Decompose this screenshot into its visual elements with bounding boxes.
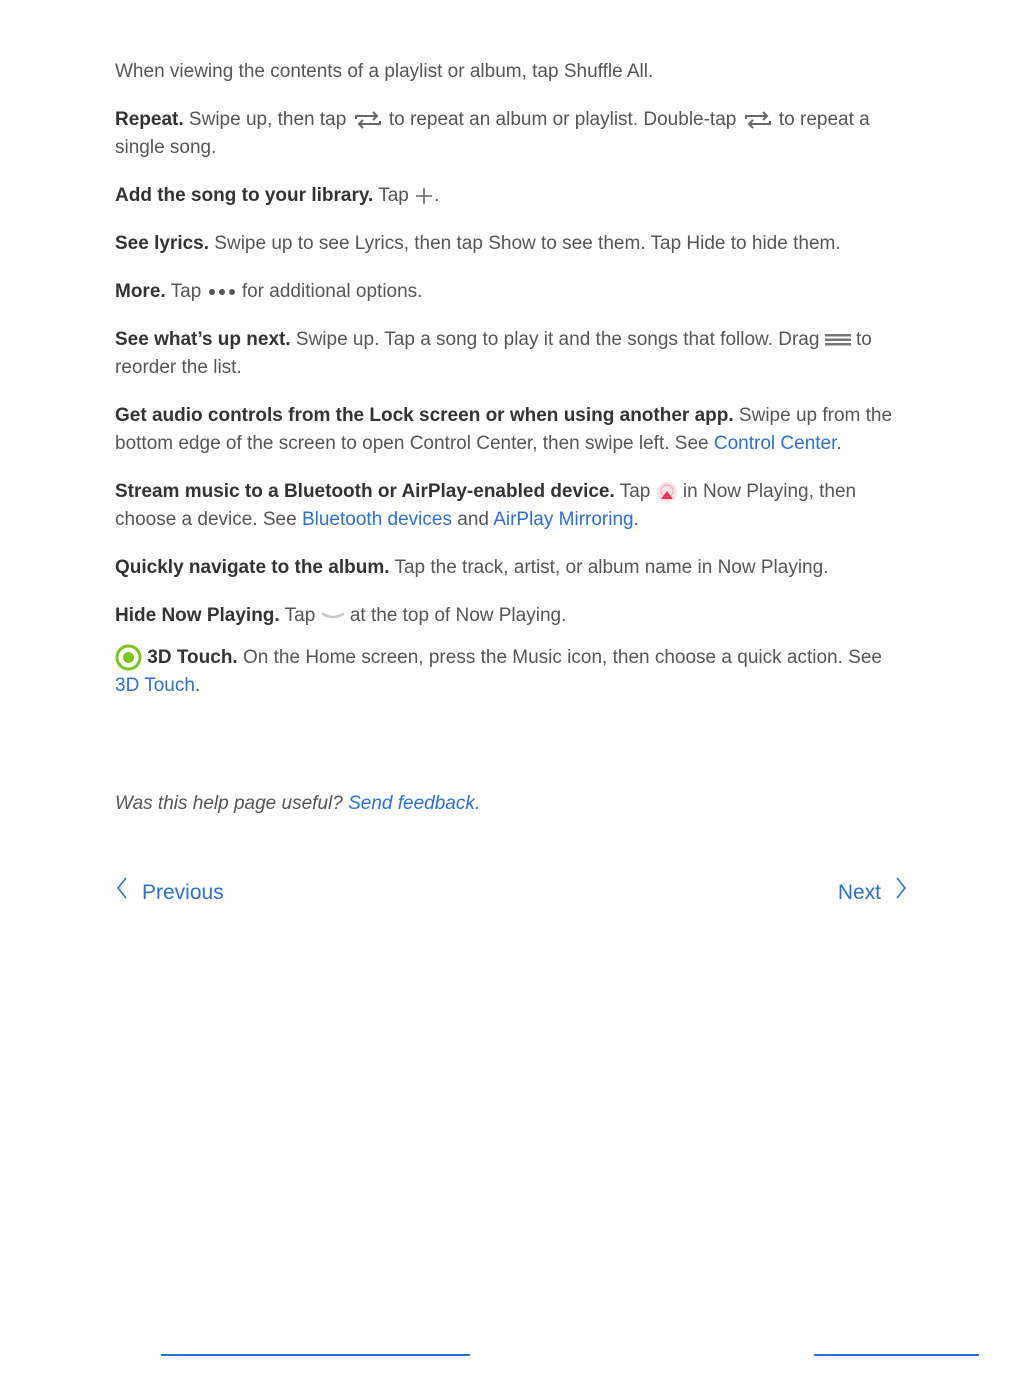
airplay-mirroring-link[interactable]: AirPlay Mirroring — [493, 509, 634, 530]
next-link[interactable] — [838, 876, 908, 909]
shuffle-text: When viewing the contents of a playlist or album, tap Shuffle All. — [115, 61, 654, 82]
lyrics-paragraph — [115, 230, 910, 258]
repeat-icon — [352, 110, 384, 130]
more-heading: More. — [115, 281, 166, 302]
upnext-heading: See what’s up next. — [115, 329, 291, 350]
touch-text-2: . — [194, 675, 201, 696]
touch-paragraph — [115, 644, 910, 700]
library-heading: Add the song to your library. — [115, 185, 374, 206]
upnext-paragraph — [115, 326, 910, 382]
footer-link-underline — [161, 1354, 470, 1356]
repeat-icon — [742, 110, 774, 130]
stream-text-1: Tap — [614, 481, 656, 502]
lockscreen-heading: Get audio controls from the Lock screen or when using another app. — [115, 405, 734, 426]
stream-paragraph — [115, 478, 910, 534]
hide-paragraph — [115, 602, 910, 630]
touch-heading: 3D Touch. — [147, 647, 238, 668]
library-text-2: . — [434, 185, 440, 206]
hide-heading: Hide Now Playing. — [115, 605, 280, 626]
library-text-1: Tap — [373, 185, 415, 206]
touch-text-1: On the Home screen, press the Music icon, then choose a quick action. See — [237, 647, 882, 668]
lockscreen-paragraph — [115, 402, 910, 458]
upnext-text-2: to reorder the list. — [115, 329, 872, 378]
lockscreen-text-1: Swipe up from the bottom edge of the screen to open Control Center, then swipe left. See — [115, 405, 893, 454]
more-icon — [207, 287, 237, 297]
previous-link[interactable] — [115, 876, 224, 909]
next-label: Next — [837, 880, 881, 904]
chevron-left-icon — [115, 876, 129, 909]
lyrics-heading: See lyrics. — [115, 233, 210, 254]
stream-text-2: in Now Playing, then choose a device. See — [115, 481, 857, 530]
upnext-text-1: Swipe up. Tap a song to play it and the songs that follow. Drag — [290, 329, 825, 350]
3d-touch-link[interactable]: 3D Touch — [115, 675, 195, 696]
send-feedback-link[interactable]: Send feedback. — [348, 793, 481, 814]
more-text-2: for additional options. — [236, 281, 423, 302]
repeat-text-1: Swipe up, then tap — [183, 109, 352, 130]
repeat-paragraph — [115, 106, 910, 162]
control-center-link[interactable]: Control Center — [713, 433, 837, 454]
album-heading: Quickly navigate to the album. — [115, 557, 390, 578]
feedback-question: Was this help page useful? — [115, 793, 349, 814]
bluetooth-devices-link[interactable]: Bluetooth devices — [301, 509, 452, 530]
more-paragraph — [115, 278, 910, 306]
plus-icon — [414, 186, 434, 206]
more-text-1: Tap — [165, 281, 207, 302]
library-paragraph — [115, 182, 910, 210]
chevron-right-icon — [894, 876, 908, 909]
repeat-text-3: to repeat a single song. — [115, 109, 870, 158]
previous-label: Previous — [142, 880, 224, 904]
repeat-text-2: to repeat an album or playlist. Double-tap — [383, 109, 742, 130]
airplay-icon — [656, 481, 678, 503]
lockscreen-text-2: . — [836, 433, 842, 454]
chevron-down-icon — [321, 610, 345, 622]
feedback-line — [115, 790, 480, 818]
help-content — [115, 58, 910, 720]
footer-link-underline — [814, 1354, 979, 1356]
lyrics-text: Swipe up to see Lyrics, then tap Show to see them. Tap Hide to hide them. — [209, 233, 841, 254]
hide-text-1: Tap — [279, 605, 321, 626]
stream-text-4: . — [633, 509, 639, 530]
album-paragraph — [115, 554, 910, 582]
album-text: Tap the track, artist, or album name in Now Playing. — [389, 557, 829, 578]
drag-handle-icon — [825, 333, 851, 347]
shuffle-paragraph — [115, 58, 910, 86]
stream-heading: Stream music to a Bluetooth or AirPlay-enabled device. — [115, 481, 615, 502]
hide-text-2: at the top of Now Playing. — [344, 605, 567, 626]
3d-touch-icon — [115, 644, 142, 671]
stream-text-3: and — [451, 509, 494, 530]
repeat-heading: Repeat. — [115, 109, 184, 130]
